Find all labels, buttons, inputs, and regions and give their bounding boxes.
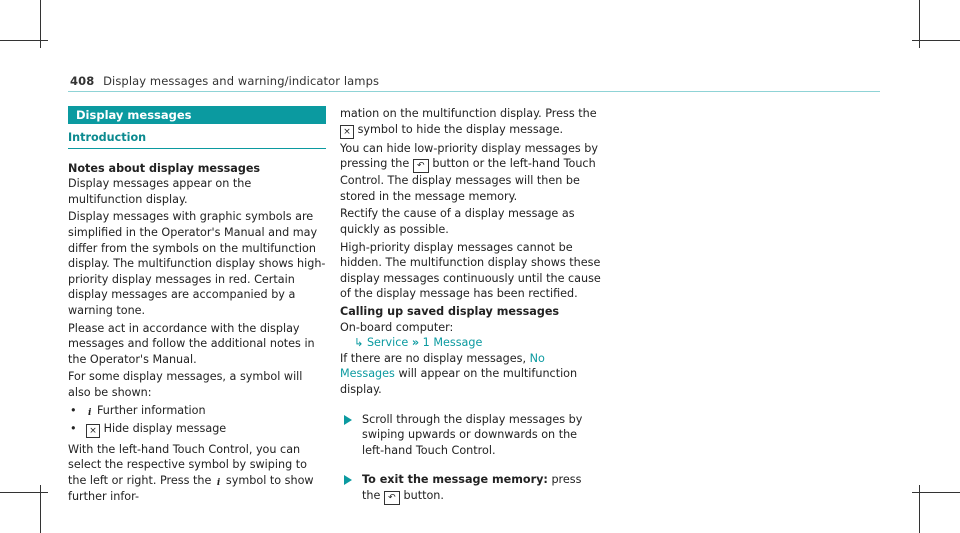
paragraph bbox=[340, 106, 602, 139]
text-run: mation on the multifunction display. Press the bbox=[340, 107, 597, 120]
text-run: With the left-hand Touch Control, you can select the respective symbol by swiping to the left or right. Press the bbox=[68, 442, 307, 487]
text-run: symbol to hide the display message. bbox=[357, 122, 564, 136]
paragraph: Display messages appear on the multifunction display. bbox=[68, 177, 252, 206]
section-title: Display messages bbox=[68, 106, 326, 124]
bullet-dot: • bbox=[70, 421, 77, 435]
page-title: Display messages and warning/indicator lamps bbox=[103, 74, 380, 88]
calling-heading: Calling up saved display messages bbox=[340, 304, 560, 318]
list-item bbox=[68, 421, 326, 438]
double-chevron-icon: » bbox=[411, 336, 420, 350]
page-header bbox=[70, 74, 379, 88]
close-icon: × bbox=[340, 125, 354, 139]
paragraph bbox=[340, 141, 602, 205]
no-messages-label: No Messages bbox=[340, 351, 545, 381]
step-arrow-icon bbox=[344, 415, 352, 425]
info-icon: i bbox=[88, 407, 92, 418]
back-icon: ↶ bbox=[413, 159, 429, 173]
path-arrow-icon: ↳ bbox=[354, 336, 364, 350]
back-icon: ↶ bbox=[384, 491, 400, 505]
page-number: 408 bbox=[70, 74, 95, 88]
onboard-label: On-board computer: bbox=[340, 320, 454, 334]
crop-mark bbox=[912, 492, 960, 493]
bullet-dot: • bbox=[70, 403, 77, 417]
menu-path-message: 1 Message bbox=[422, 336, 483, 350]
instruction-step bbox=[340, 472, 602, 505]
paragraph: Display messages with graphic symbols are simplified in the Operator's Manual and may differ from the symbols on the multifunction display. The multifunction display shows high-priority display messages in red. Certain display messages are accompanied by a warning tone. bbox=[68, 210, 326, 317]
info-icon: i bbox=[216, 477, 221, 488]
left-column bbox=[68, 106, 326, 506]
step-text: Scroll through the display messages by swiping upwards or downwards on the left-hand Touch Control. bbox=[362, 412, 583, 457]
paragraph: For some display messages, a symbol will also be shown: bbox=[68, 370, 303, 399]
crop-mark bbox=[912, 40, 960, 41]
text-run: If there are no display messages, bbox=[340, 351, 527, 365]
instruction-step bbox=[340, 412, 602, 459]
notes-heading: Notes about display messages bbox=[68, 161, 261, 175]
text-run: You can hide low-priority display messages by pressing the bbox=[340, 141, 598, 171]
list-item bbox=[68, 403, 326, 419]
crop-mark bbox=[0, 40, 48, 41]
paragraph bbox=[68, 442, 326, 505]
step-arrow-icon bbox=[344, 475, 352, 485]
menu-path-service: Service bbox=[366, 336, 409, 350]
step-heading: To exit the message memory: bbox=[362, 473, 548, 487]
text-run: symbol to show further infor- bbox=[68, 473, 314, 503]
text-run: will appear on the multifunction display. bbox=[340, 367, 578, 396]
paragraph: High-priority display messages cannot be hidden. The multifunction display shows these display messages continuously until the cause of the display message has been rectified. bbox=[340, 240, 601, 301]
paragraph bbox=[340, 351, 602, 398]
list-item-label: Hide display message bbox=[103, 421, 227, 435]
menu-path bbox=[340, 335, 602, 351]
close-icon: × bbox=[86, 424, 100, 438]
crop-mark bbox=[0, 492, 48, 493]
text-run: button or the left-hand Touch Control. The display messages will then be stored in the message memory. bbox=[340, 157, 596, 203]
section-subtitle: Introduction bbox=[68, 130, 326, 149]
paragraph: Rectify the cause of a display message as quickly as possible. bbox=[340, 207, 575, 236]
step-text: press the bbox=[362, 473, 582, 502]
list-item-label: Further information bbox=[96, 403, 206, 417]
paragraph: Please act in accordance with the display messages and follow the additional notes in the Operator's Manual. bbox=[68, 321, 315, 366]
step-text: button. bbox=[403, 488, 444, 502]
header-divider bbox=[68, 91, 880, 92]
right-column bbox=[340, 106, 602, 505]
